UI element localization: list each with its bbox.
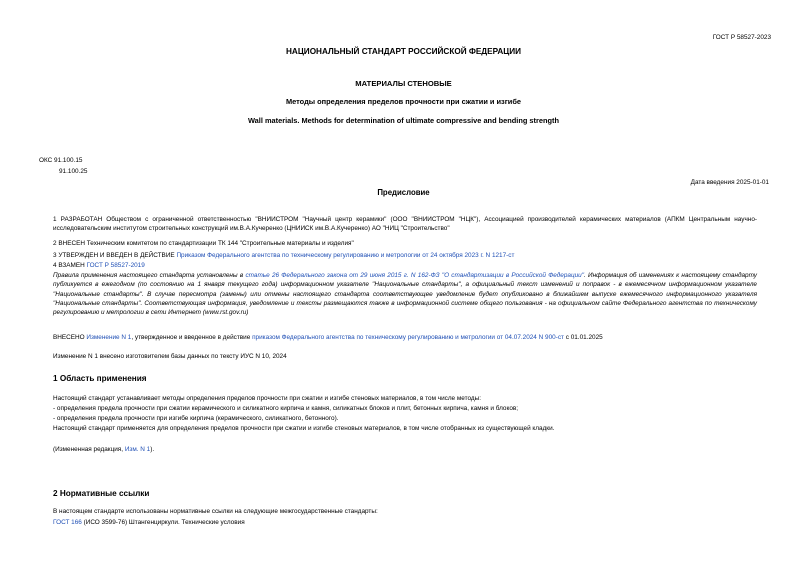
oks-code-2: 91.100.25 <box>59 168 88 175</box>
scope-paragraph-4: Настоящий стандарт применяется для определения пределов прочности при сжатии и изгибе стеновых материалов, в том числе отобранных из существующей кладки. <box>53 425 555 432</box>
scope-paragraph-2: - определения предела прочности при сжатии керамического и силикатного кирпича и камня, силикатных блоков и плит, бетонных кирпича, камня и блоков; <box>53 405 519 412</box>
amendment-text-c: с 01.01.2025 <box>563 334 603 341</box>
gost-166-link[interactable]: ГОСТ 166 <box>53 519 82 526</box>
foreword-heading: Предисловие <box>377 188 430 197</box>
scope-edit-note <box>53 445 757 454</box>
amendment-note: Изменение N 1 внесено изготовителем базы данных по тексту ИУС N 10, 2024 <box>53 353 287 360</box>
amendment-text-b: , утвержденное и введенное в действие <box>131 334 253 341</box>
normative-ref-item <box>53 518 757 527</box>
foreword-item-4-text: 4 ВЗАМЕН <box>53 262 87 269</box>
introduction-date: Дата введения 2025-01-01 <box>690 179 769 186</box>
replaced-standard-link[interactable]: ГОСТ Р 58527-2019 <box>86 262 145 269</box>
amendment-paragraph <box>53 333 757 342</box>
foreword-item-2: 2 ВНЕСЕН Техническим комитетом по стандартизации ТК 144 "Строительные материалы и изделия" <box>53 240 354 247</box>
edit-note-text-a: (Измененная редакция, <box>53 446 125 453</box>
application-rules-paragraph <box>53 271 757 317</box>
foreword-item-3-text: 3 УТВЕРЖДЕН И ВВЕДЕН В ДЕЙСТВИЕ <box>53 252 177 259</box>
amendment-order-link[interactable]: приказом Федерального агентства по техническому регулированию и метрологии от 04.07.2024 N 900-ст <box>252 334 564 341</box>
amendment-1-link[interactable]: Изменение N 1 <box>86 334 132 341</box>
edit-note-text-b: ). <box>150 446 155 453</box>
section-1-heading: 1 Область применения <box>53 374 147 383</box>
doc-code: ГОСТ Р 58527-2023 <box>712 34 771 41</box>
title-main: МАТЕРИАЛЫ СТЕНОВЫЕ <box>355 79 452 88</box>
oks-code-1: ОКС 91.100.15 <box>39 157 83 164</box>
gost-166-title: (ИСО 3599-76) Штангенциркули. Технические условия <box>81 519 245 526</box>
title-sub: Методы определения пределов прочности при сжатии и изгибе <box>285 97 522 106</box>
foreword-item-4 <box>53 261 757 270</box>
edit-amendment-link[interactable]: Изм. N 1 <box>124 446 151 453</box>
foreword-item-1-text: 1 РАЗРАБОТАН Обществом с ограниченной ответственностью "ВНИИСТРОМ "Научный центр керамики" (ООО "ВНИИСТРОМ "НЦК"), Ассоциацией производителей керамических материалов (АПКМ Центральным научно-исследовательским институтом строительных конструкций им.В.А.Кучеренко (ЦНИИСК им.В.А.Кучеренко) АО "НИЦ "Строительство" <box>53 216 757 233</box>
federal-law-link[interactable]: статье 26 Федерального закона от 29 июня 2015 г. N 162-ФЗ "О стандартизации в Российской Федерации" <box>245 272 585 279</box>
foreword-item-1 <box>53 215 757 234</box>
national-standard-heading: НАЦИОНАЛЬНЫЙ СТАНДАРТ РОССИЙСКОЙ ФЕДЕРАЦИИ <box>286 47 521 56</box>
normative-refs-intro: В настоящем стандарте использованы нормативные ссылки на следующие межгосударственные стандарты: <box>53 508 378 515</box>
amendment-text-a: ВНЕСЕНО <box>53 334 87 341</box>
rules-text-a: Правила применения настоящего стандарта установлены в <box>53 272 246 279</box>
section-2-heading: 2 Нормативные ссылки <box>53 489 150 498</box>
order-link[interactable]: Приказом Федерального агентства по техническому регулированию и метрологии от 24 октября 2023 г. N 1217-ст <box>176 252 515 259</box>
title-english: Wall materials. Methods for determination of ultimate compressive and bending strength <box>247 116 559 125</box>
scope-paragraph-3: - определения предела прочности при изгибе кирпича (керамического, силикатного, бетонного). <box>53 415 339 422</box>
scope-paragraph-1: Настоящий стандарт устанавливает методы определения пределов прочности при сжатии и изгибе стеновых материалов, в том числе методы: <box>53 395 481 402</box>
foreword-item-3 <box>53 251 757 260</box>
rules-text-b: . Информация об изменениях к настоящему стандарту публикуется в ежегодном (по состоянию на 1 января текущего года) информационном указателе "Национальные стандарты", а официальный текст изменений и поправок - в ежемесячном информационном указателе "Национальные стандарты". В случае пересмотра (замены) или отмены настоящего стандарта соответствующее уведомление будет опубликовано в ближайшем выпуске ежемесячного информационного указателя "Национальные стандарты". Соответствующая информация, уведомление и тексты размещаются также в информационной системе общего пользования - на официальном сайте Федерального агентства по техническому регулированию и метрологии в сети Интернет (www.rst.gov.ru) <box>53 272 757 317</box>
